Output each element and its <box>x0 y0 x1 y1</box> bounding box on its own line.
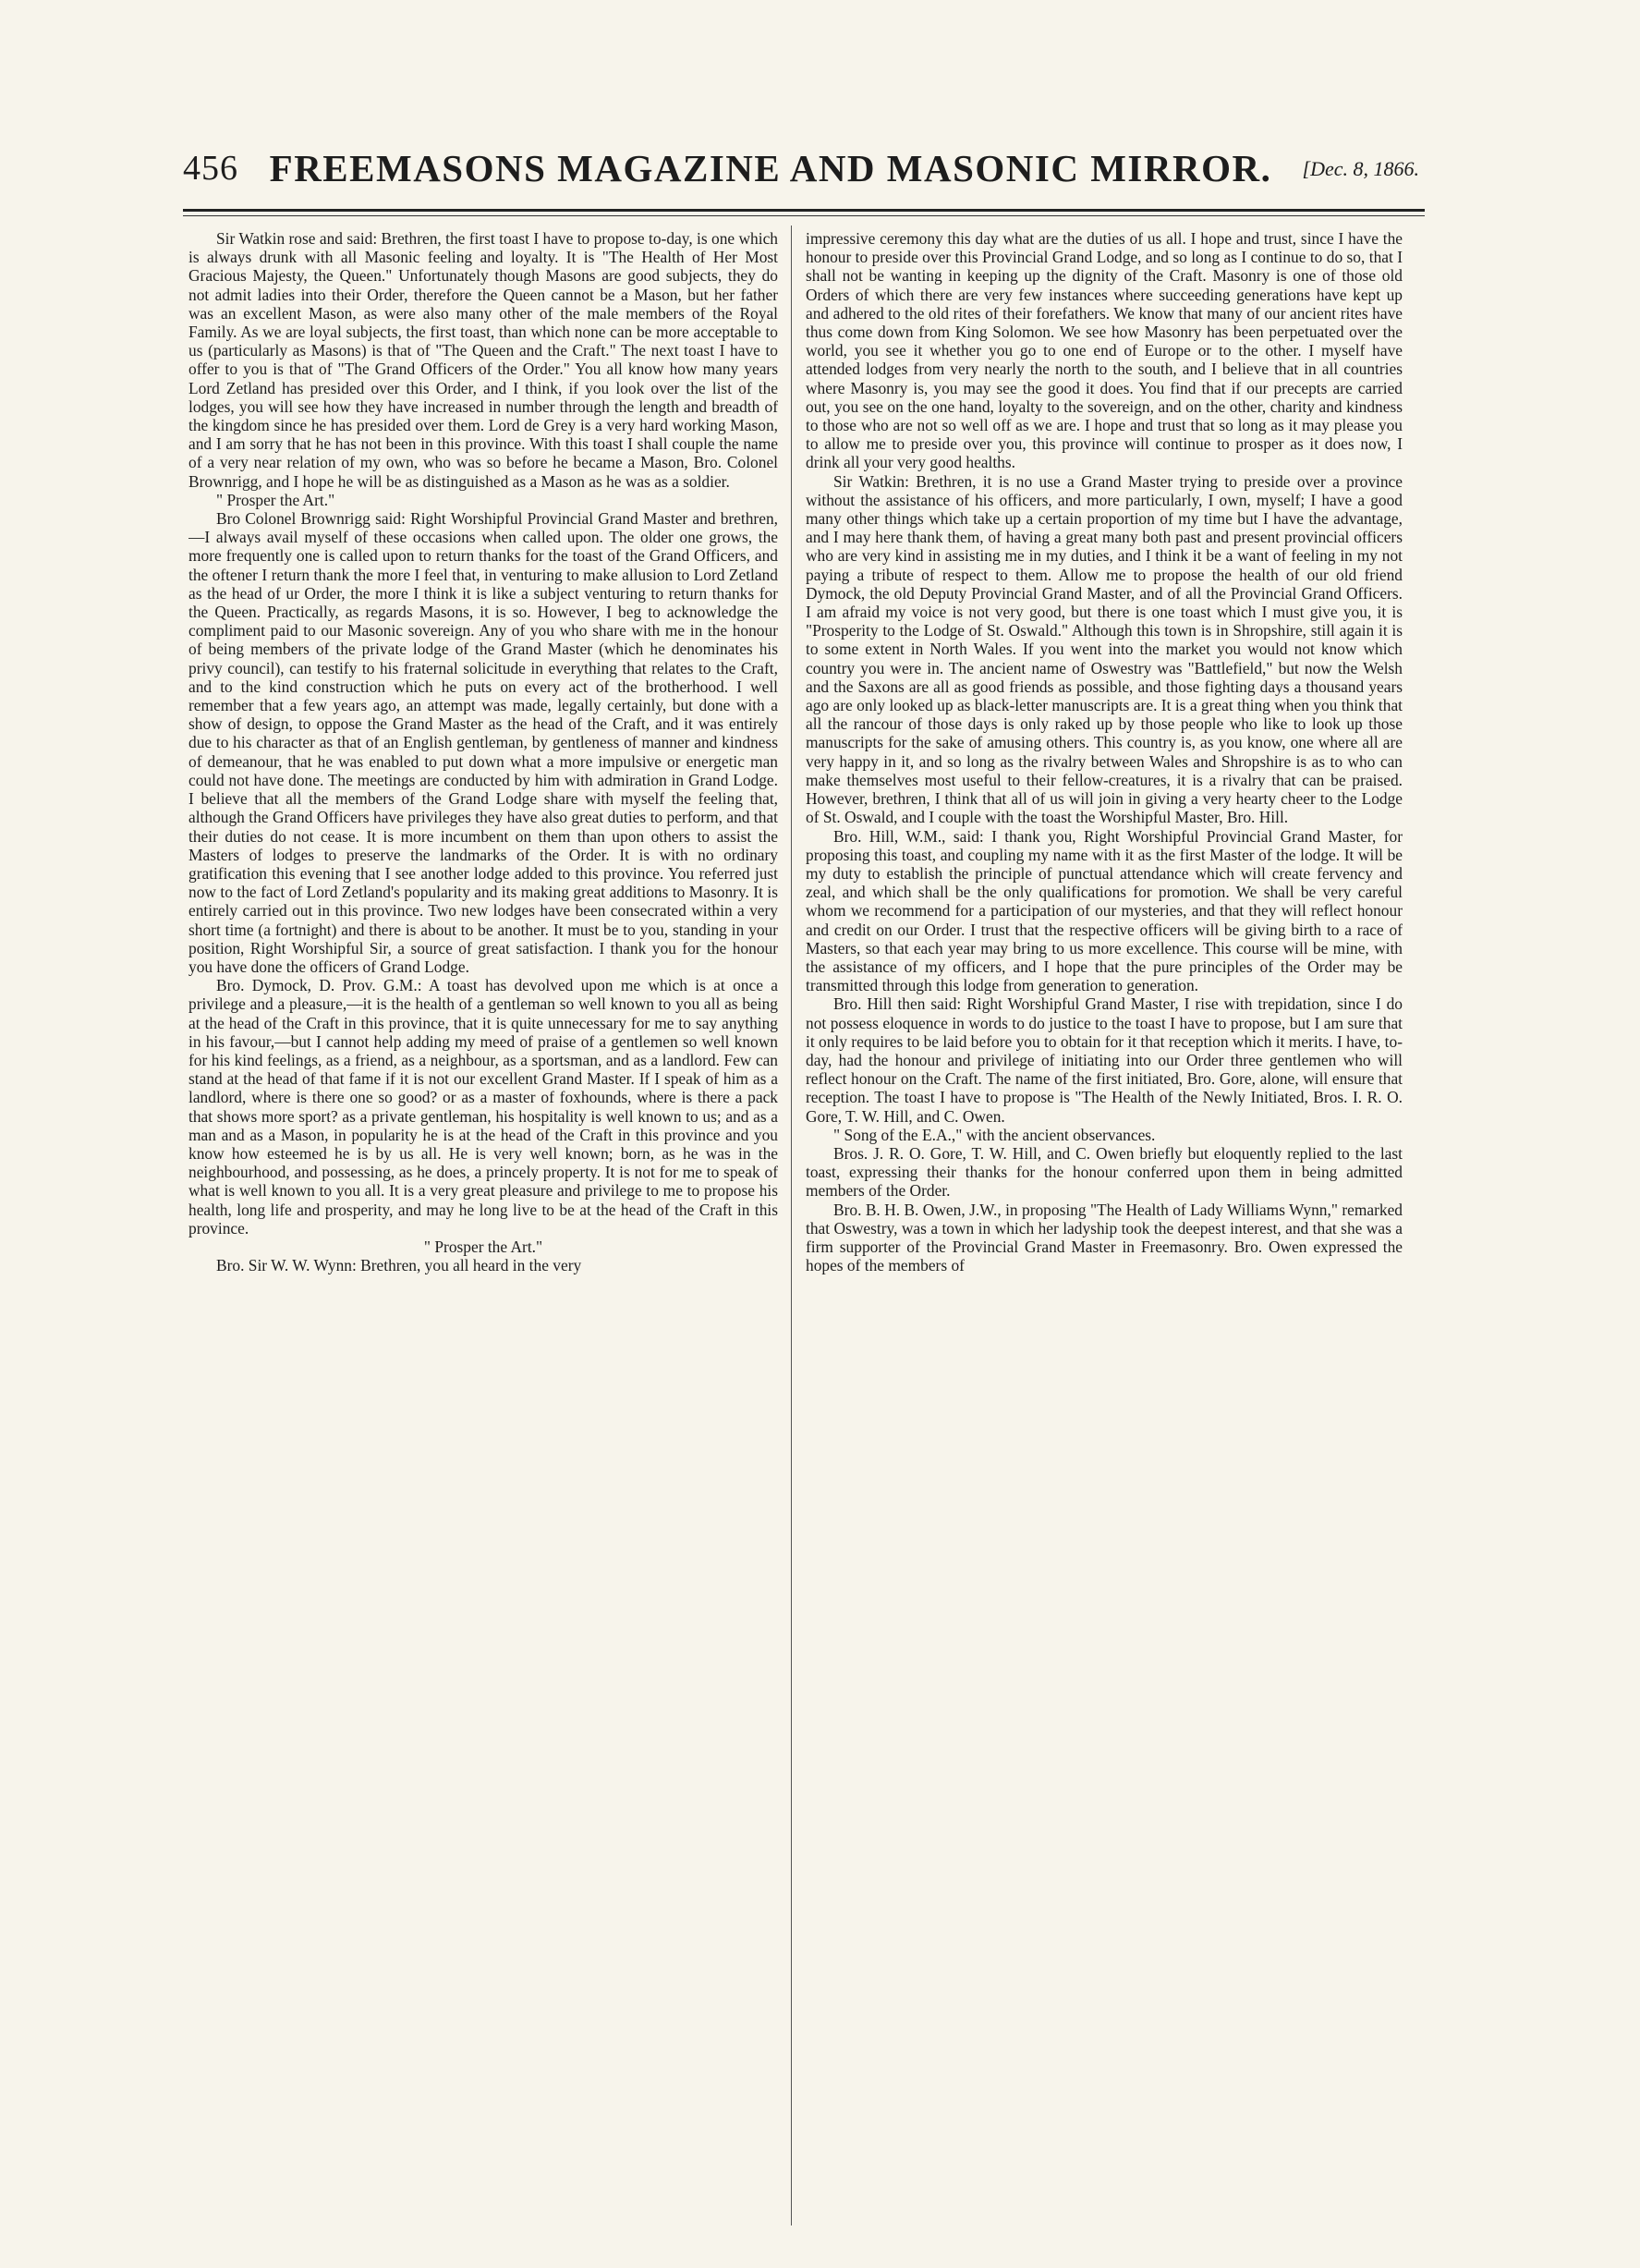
header-rule-thick <box>183 209 1425 212</box>
paragraph-brownrigg: Bro Colonel Brownrigg said: Right Worshipful Provincial Grand Master and brethren,—I always avail myself of these occasions when called upon. The older one grows, the more frequently one is called upon to return thanks for the toast of the Grand Officers, and the oftener I return thank the more I feel that, in venturing to make allusion to Lord Zetland as the head of ur Order, the more I think it is like a subject venturing to return thanks for the Queen. Practically, as regards Masons, it is so. However, I beg to acknowledge the compliment paid to our Masonic sovereign. Any of you who share with me in the honour of being members of the private lodge of the Grand Master (which he denominates his privy council), can testify to his fraternal solicitude in everything that relates to the Craft, and to the kind construction which he puts on every act of the brotherhood. I well remember that a few years ago, an attempt was made, legally certainly, but done with a show of design, to oppose the Grand Master as the head of the Craft, and it was entirely due to his character as that of an English gentleman, by gentleness of manner and kindness of demeanour, that he was enabled to put down what a more impulsive or energetic man could not have done. The meetings are conducted by him with admiration in Grand Lodge. I believe that all the members of the Grand Lodge share with myself the feeling that, although the Grand Officers have privileges they have also great duties to perform, and that their duties do not cease. It is more incumbent on them than upon others to assist the Masters of lodges to preserve the landmarks of the Order. It is with no ordinary gratification this evening that I see another lodge added to this province. You referred just now to the fact of Lord Zetland's popularity and its making great additions to Masonry. It is entirely carried out in this province. Two new lodges have been consecrated within a very short time (a fortnight) and there is about to be another. It must be to you, standing in your position, Right Worshipful Sir, a source of great satisfaction. I thank you for the honour you have done the officers of Grand Lodge. <box>188 509 778 976</box>
paragraph-wynn-cont: impressive ceremony this day what are the duties of us all. I hope and trust, since I have the honour to preside over this Provincial Grand Lodge, and so long as I continue to do so, that I shall not be wanting in keeping up the dignity of the Craft. Masonry is one of those old Orders of which there are very few instances where succeeding generations have kept up and adhered to the old rites of their forefathers. We know that many of our ancient rites have thus come down from King Solomon. We see how Masonry has been perpetuated over the world, you see it whether you go to one end of Europe or to the other. I myself have attended lodges from very nearly the north to the south, and I believe that in all countries where Masonry is, you may see the good it does. You find that if our precepts are carried out, you see on the one hand, loyalty to the sovereign, and on the other, charity and kindness to those who are not so well off as we are. I hope and trust that so long as it may please you to allow me to preside over you, this province will continue to prosper as it does now, I drink all your very good healths. <box>806 229 1403 472</box>
page-header <box>183 146 1441 201</box>
left-column <box>188 229 778 2225</box>
paragraph-wynn-start: Bro. Sir W. W. Wynn: Brethren, you all heard in the very <box>216 1256 582 1275</box>
paragraph-initiates-reply: Bros. J. R. O. Gore, T. W. Hill, and C. Owen briefly but eloquently replied to the last toast, expressing their thanks for the honour conferred upon them in being admitted members of the Order. <box>806 1143 1403 1201</box>
header-rule-thin <box>183 215 1425 216</box>
right-column <box>806 229 1403 2225</box>
paragraph-owen: Bro. B. H. B. Owen, J.W., in proposing "The Health of Lady Williams Wynn," remarked that Oswestry, was a town in which her ladyship took the deepest interest, and that she was a firm supporter of the Provincial Grand Master in Freemasonry. Bro. Owen expressed the hopes of the members of <box>806 1200 1403 1275</box>
paragraph-hill-initiates: Bro. Hill then said: Right Worshipful Grand Master, I rise with trepidation, since I do not possess eloquence in words to do justice to the toast I have to propose, but I am sure that it only requires to be laid before you to obtain for it that reception which it merits. I have, to-day, had the honour and privilege of initiating into our Order three gentlemen who will reflect honour on the Craft. The name of the first initiated, Bro. Gore, alone, will ensure that reception. The toast I have to propose is "The Health of the Newly Initiated, Bros. I. R. O. Gore, T. W. Hill, and C. Owen. <box>806 994 1403 1126</box>
paragraph-watkin-officers: Sir Watkin: Brethren, it is no use a Grand Master trying to preside over a province without the assistance of his officers, and more particularly, I own, myself; I have a good many other things which take up a certain proportion of my time but I have the advantage, and I may here thank them, of having a great many both past and present provincial officers who are very kind in assisting me in my duties, and I think it be a want of feeling in my not paying a tribute of respect to them. Allow me to propose the health of our old friend Dymock, the old Deputy Provincial Grand Master, and of all the Provincial Grand Officers. I am afraid my voice is not very good, but there is one toast which I must give you, it is "Prosperity to the Lodge of St. Oswald." Although this town is in Shropshire, still again it is to some extent in North Wales. If you went into the market you would not know which country you were in. The ancient name of Oswestry was "Battlefield," but now the Welsh and the Saxons are all as good friends as possible, and those fighting days a thousand years ago are only looked up as black-letter manuscripts are. It is a great thing when you think that all the rancour of those days is only raked up by those people who like to look up those manuscripts for the sake of amusing others. This country is, as you know, one where all are very happy in it, and so long as the rivalry between Wales and Shropshire is as to who can make themselves most useful to their fellow-creatures, it is a rivalry that can be praised. However, brethren, I think that all of us will join in giving a very hearty cheer to the Lodge of St. Oswald, and I couple with the toast the Worshipful Master, Bro. Hill. <box>806 471 1403 827</box>
quote-prosper-1: " Prosper the Art." <box>216 490 335 509</box>
paragraph-dymock: Bro. Dymock, D. Prov. G.M.: A toast has devolved upon me which is at once a privilege and a pleasure,—it is the health of a gentleman so well known to you all as being at the head of the Craft in this province, that it is quite unnecessary for me to say anything in his favour,—but I cannot help adding my meed of praise of a gentlemen so well known for his kind feelings, as a friend, as a neighbour, as a sportsman, and as a landlord. Few can stand at the head of that fame if it is not our excellent Grand Master. If I speak of him as a landlord, where is there one so good? or as a master of foxhounds, where is there a pack that shows more sport? as a private gentleman, his hospitality is well known to us; and as a man and as a Mason, in popularity he is at the head of the Craft in this province and you know how esteemed he is by us all. He is very well known; born, as he was in the neighbourhood, and possessing, as he does, a princely property. It is not for me to speak of what is well known to you all. It is a very great pleasure and privilege to me to propose his health, long life and prosperity, and may he long live to be at the head of the Craft in this province. <box>188 976 778 1238</box>
paragraph-watkin-toast: Sir Watkin rose and said: Brethren, the first toast I have to propose to-day, is one which is always drunk with all Masonic feeling and loyalty. It is "The Health of Her Most Gracious Majesty, the Queen." Unfortunately though Masons are good subjects, they do not admit ladies into their Order, therefore the Queen cannot be a Mason, but her father was an excellent Mason, as were also many other of the male members of the Royal Family. As we are loyal subjects, the first toast, than which none can be more acceptable to us (particularly as Masons) is that of "The Queen and the Craft." The next toast I have to offer to you is that of "The Grand Officers of the Order." You all know how many years Lord Zetland has presided over this Order, and I think, if you look over the list of the lodges, you will see how they have increased in number through the length and breadth of the kingdom since he has presided over them. Lord de Grey is a very hard working Mason, and I am sorry that he has not been in this province. With this toast I shall couple the name of a very near relation of my own, who was so before he became a Mason, Bro. Colonel Brownrigg, and I hope he will be as distinguished as a Mason as he was as a soldier. <box>188 229 778 491</box>
masthead-title: FREEMASONS MAGAZINE AND MASONIC MIRROR. <box>269 147 1272 189</box>
page-number: 456 <box>183 149 238 188</box>
quote-prosper-2: " Prosper the Art." <box>423 1237 543 1256</box>
issue-date: [Dec. 8, 1866. <box>1302 157 1419 180</box>
paragraph-song: " Song of the E.A.," with the ancient observances. <box>833 1125 1156 1144</box>
paragraph-hill-reply: Bro. Hill, W.M., said: I thank you, Right Worshipful Provincial Grand Master, for proposing this toast, and coupling my name with it as the first Master of the lodge. It will be my duty to establish the principle of punctual attendance which will create fervency and zeal, and which shall be the only qualifications for promotion. We shall be very careful whom we recommend for a participation of our mysteries, and that they will reflect honour and credit on our Order. I trust that the respective officers will be giving birth to a race of Masters, so that each year may bring to us more excellence. This course will be mine, with the assistance of my officers, and I hope that the pure principles of the Order may be transmitted through this lodge from generation to generation. <box>806 826 1403 995</box>
column-divider <box>791 226 792 2225</box>
